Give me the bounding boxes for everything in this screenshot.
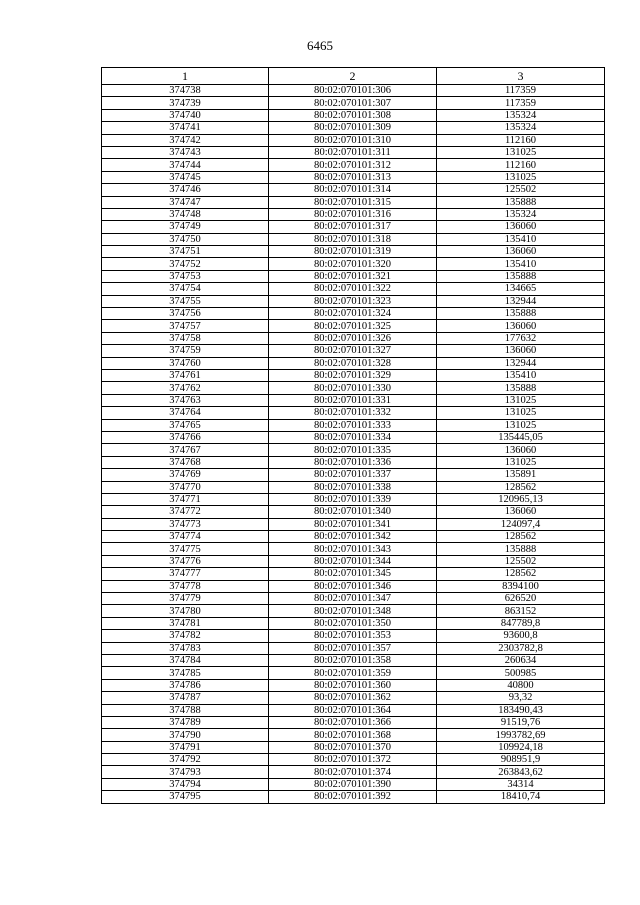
- cell-value: 132944: [437, 295, 605, 307]
- table-row: [102, 369, 605, 381]
- cell-value: 112160: [437, 134, 605, 146]
- cell-number: 374754: [102, 283, 269, 295]
- cell-number: 374750: [102, 233, 269, 245]
- cell-value: 135888: [437, 382, 605, 394]
- cell-number: 374781: [102, 617, 269, 629]
- cell-number: 374738: [102, 85, 269, 97]
- cell-cadastral-number: 80:02:070101:346: [269, 580, 437, 592]
- cell-number: 374789: [102, 716, 269, 728]
- cell-cadastral-number: 80:02:070101:360: [269, 679, 437, 691]
- table-row: [102, 208, 605, 220]
- table-row: [102, 295, 605, 307]
- cell-number: 374741: [102, 122, 269, 134]
- cell-number: 374766: [102, 431, 269, 443]
- cell-cadastral-number: 80:02:070101:317: [269, 221, 437, 233]
- cell-number: 374757: [102, 320, 269, 332]
- cell-value: 131025: [437, 419, 605, 431]
- cell-value: 136060: [437, 444, 605, 456]
- table-row: [102, 531, 605, 543]
- cell-number: 374777: [102, 568, 269, 580]
- table-row: [102, 122, 605, 134]
- cell-value: 131025: [437, 146, 605, 158]
- cell-value: 128562: [437, 531, 605, 543]
- cell-number: 374775: [102, 543, 269, 555]
- table-row: [102, 357, 605, 369]
- cell-number: 374793: [102, 766, 269, 778]
- table-row: [102, 580, 605, 592]
- cell-value: 135410: [437, 369, 605, 381]
- cell-value: 135410: [437, 258, 605, 270]
- cell-cadastral-number: 80:02:070101:307: [269, 97, 437, 109]
- table-row: [102, 667, 605, 679]
- cell-value: 18410,74: [437, 791, 605, 803]
- cell-number: 374762: [102, 382, 269, 394]
- cell-value: 135410: [437, 233, 605, 245]
- table-row: [102, 766, 605, 778]
- cell-number: 374744: [102, 159, 269, 171]
- cell-cadastral-number: 80:02:070101:347: [269, 593, 437, 605]
- table-row: [102, 444, 605, 456]
- cell-cadastral-number: 80:02:070101:328: [269, 357, 437, 369]
- table-row: [102, 654, 605, 666]
- cell-cadastral-number: 80:02:070101:350: [269, 617, 437, 629]
- table-row: [102, 593, 605, 605]
- cell-value: 136060: [437, 345, 605, 357]
- cell-cadastral-number: 80:02:070101:368: [269, 729, 437, 741]
- cell-value: 135888: [437, 308, 605, 320]
- cell-cadastral-number: 80:02:070101:325: [269, 320, 437, 332]
- cell-value: 183490,43: [437, 704, 605, 716]
- cell-value: 125502: [437, 184, 605, 196]
- table-row: [102, 704, 605, 716]
- table-row: [102, 85, 605, 97]
- cell-value: 135324: [437, 109, 605, 121]
- cell-number: 374765: [102, 419, 269, 431]
- cell-number: 374774: [102, 531, 269, 543]
- cell-cadastral-number: 80:02:070101:370: [269, 741, 437, 753]
- table-row: [102, 233, 605, 245]
- cell-number: 374780: [102, 605, 269, 617]
- table-row: [102, 506, 605, 518]
- cell-cadastral-number: 80:02:070101:312: [269, 159, 437, 171]
- cell-number: 374742: [102, 134, 269, 146]
- cell-number: 374760: [102, 357, 269, 369]
- cell-value: 117359: [437, 97, 605, 109]
- cell-cadastral-number: 80:02:070101:315: [269, 196, 437, 208]
- cell-value: 134665: [437, 283, 605, 295]
- cell-cadastral-number: 80:02:070101:392: [269, 791, 437, 803]
- cell-number: 374787: [102, 692, 269, 704]
- table-row: [102, 394, 605, 406]
- cell-value: 93,32: [437, 692, 605, 704]
- cell-value: 847789,8: [437, 617, 605, 629]
- cell-cadastral-number: 80:02:070101:324: [269, 308, 437, 320]
- cell-cadastral-number: 80:02:070101:309: [269, 122, 437, 134]
- table-row: [102, 605, 605, 617]
- column-header-2: 2: [269, 68, 437, 85]
- cell-cadastral-number: 80:02:070101:336: [269, 456, 437, 468]
- cell-cadastral-number: 80:02:070101:326: [269, 332, 437, 344]
- cell-value: 8394100: [437, 580, 605, 592]
- table-row: [102, 481, 605, 493]
- cell-number: 374772: [102, 506, 269, 518]
- cell-value: 109924,18: [437, 741, 605, 753]
- cell-cadastral-number: 80:02:070101:321: [269, 270, 437, 282]
- cell-value: 135324: [437, 208, 605, 220]
- cell-number: 374758: [102, 332, 269, 344]
- table-row: [102, 171, 605, 183]
- cell-number: 374746: [102, 184, 269, 196]
- cell-number: 374795: [102, 791, 269, 803]
- cell-number: 374761: [102, 369, 269, 381]
- cell-number: 374786: [102, 679, 269, 691]
- table-row: [102, 493, 605, 505]
- cell-value: 120965,13: [437, 493, 605, 505]
- cell-value: 2303782,8: [437, 642, 605, 654]
- cell-number: 374743: [102, 146, 269, 158]
- cell-value: 93600,8: [437, 630, 605, 642]
- cell-number: 374778: [102, 580, 269, 592]
- cell-value: 112160: [437, 159, 605, 171]
- cell-value: 908951,9: [437, 754, 605, 766]
- table-row: [102, 332, 605, 344]
- cell-number: 374794: [102, 778, 269, 790]
- cell-cadastral-number: 80:02:070101:319: [269, 246, 437, 258]
- cell-cadastral-number: 80:02:070101:331: [269, 394, 437, 406]
- cell-number: 374792: [102, 754, 269, 766]
- cell-number: 374790: [102, 729, 269, 741]
- data-table: [101, 67, 605, 804]
- cell-number: 374753: [102, 270, 269, 282]
- table-row: [102, 419, 605, 431]
- cell-value: 135445,05: [437, 431, 605, 443]
- cell-cadastral-number: 80:02:070101:318: [269, 233, 437, 245]
- cell-value: 135888: [437, 270, 605, 282]
- cell-cadastral-number: 80:02:070101:320: [269, 258, 437, 270]
- table-row: [102, 184, 605, 196]
- table-row: [102, 308, 605, 320]
- cell-value: 263843,62: [437, 766, 605, 778]
- table-row: [102, 382, 605, 394]
- table-row: [102, 196, 605, 208]
- cell-cadastral-number: 80:02:070101:335: [269, 444, 437, 456]
- table-row: [102, 555, 605, 567]
- cell-cadastral-number: 80:02:070101:390: [269, 778, 437, 790]
- table-row: [102, 159, 605, 171]
- cell-cadastral-number: 80:02:070101:333: [269, 419, 437, 431]
- cell-value: 136060: [437, 320, 605, 332]
- cell-number: 374768: [102, 456, 269, 468]
- cell-value: 124097,4: [437, 518, 605, 530]
- cell-cadastral-number: 80:02:070101:342: [269, 531, 437, 543]
- table-row: [102, 679, 605, 691]
- table-row: [102, 630, 605, 642]
- cell-cadastral-number: 80:02:070101:322: [269, 283, 437, 295]
- cell-value: 136060: [437, 221, 605, 233]
- table-row: [102, 543, 605, 555]
- table-row: [102, 778, 605, 790]
- table-row: [102, 518, 605, 530]
- cell-value: 135888: [437, 196, 605, 208]
- cell-value: 128562: [437, 481, 605, 493]
- cell-cadastral-number: 80:02:070101:372: [269, 754, 437, 766]
- cell-cadastral-number: 80:02:070101:340: [269, 506, 437, 518]
- cell-number: 374763: [102, 394, 269, 406]
- cell-value: 128562: [437, 568, 605, 580]
- table-row: [102, 716, 605, 728]
- cell-cadastral-number: 80:02:070101:313: [269, 171, 437, 183]
- table-row: [102, 692, 605, 704]
- cell-number: 374782: [102, 630, 269, 642]
- cell-cadastral-number: 80:02:070101:329: [269, 369, 437, 381]
- cell-number: 374755: [102, 295, 269, 307]
- cell-number: 374791: [102, 741, 269, 753]
- cell-value: 40800: [437, 679, 605, 691]
- cell-cadastral-number: 80:02:070101:348: [269, 605, 437, 617]
- cell-value: 117359: [437, 85, 605, 97]
- table-header-row: [102, 68, 605, 85]
- cell-number: 374779: [102, 593, 269, 605]
- table-row: [102, 97, 605, 109]
- table-row: [102, 617, 605, 629]
- cell-cadastral-number: 80:02:070101:362: [269, 692, 437, 704]
- cell-value: 1993782,69: [437, 729, 605, 741]
- cell-value: 260634: [437, 654, 605, 666]
- cell-value: 135324: [437, 122, 605, 134]
- cell-cadastral-number: 80:02:070101:353: [269, 630, 437, 642]
- cell-number: 374783: [102, 642, 269, 654]
- cell-cadastral-number: 80:02:070101:364: [269, 704, 437, 716]
- cell-number: 374747: [102, 196, 269, 208]
- cell-number: 374759: [102, 345, 269, 357]
- cell-value: 135891: [437, 469, 605, 481]
- cell-value: 135888: [437, 543, 605, 555]
- cell-cadastral-number: 80:02:070101:337: [269, 469, 437, 481]
- table-row: [102, 754, 605, 766]
- table-row: [102, 469, 605, 481]
- cell-value: 131025: [437, 456, 605, 468]
- cell-cadastral-number: 80:02:070101:334: [269, 431, 437, 443]
- table-row: [102, 741, 605, 753]
- cell-cadastral-number: 80:02:070101:306: [269, 85, 437, 97]
- cell-value: 132944: [437, 357, 605, 369]
- cell-value: 136060: [437, 246, 605, 258]
- table-row: [102, 320, 605, 332]
- cell-number: 374749: [102, 221, 269, 233]
- cell-cadastral-number: 80:02:070101:308: [269, 109, 437, 121]
- cell-number: 374773: [102, 518, 269, 530]
- cell-cadastral-number: 80:02:070101:338: [269, 481, 437, 493]
- cell-number: 374771: [102, 493, 269, 505]
- table-row: [102, 221, 605, 233]
- page-number: 6465: [307, 38, 333, 53]
- table-row: [102, 729, 605, 741]
- table-row: [102, 568, 605, 580]
- table-body: [102, 85, 605, 804]
- cell-number: 374770: [102, 481, 269, 493]
- cell-cadastral-number: 80:02:070101:358: [269, 654, 437, 666]
- cell-cadastral-number: 80:02:070101:332: [269, 407, 437, 419]
- table-row: [102, 246, 605, 258]
- cell-cadastral-number: 80:02:070101:341: [269, 518, 437, 530]
- cell-number: 374776: [102, 555, 269, 567]
- cell-cadastral-number: 80:02:070101:366: [269, 716, 437, 728]
- table-row: [102, 109, 605, 121]
- cell-cadastral-number: 80:02:070101:345: [269, 568, 437, 580]
- column-header-1: 1: [102, 68, 269, 85]
- table-row: [102, 431, 605, 443]
- cell-number: 374756: [102, 308, 269, 320]
- table-row: [102, 283, 605, 295]
- cell-number: 374785: [102, 667, 269, 679]
- table-row: [102, 146, 605, 158]
- cell-cadastral-number: 80:02:070101:344: [269, 555, 437, 567]
- cell-number: 374751: [102, 246, 269, 258]
- cell-value: 863152: [437, 605, 605, 617]
- cell-value: 125502: [437, 555, 605, 567]
- column-header-3: 3: [437, 68, 605, 85]
- cell-cadastral-number: 80:02:070101:357: [269, 642, 437, 654]
- cell-value: 131025: [437, 407, 605, 419]
- cell-cadastral-number: 80:02:070101:339: [269, 493, 437, 505]
- table-row: [102, 270, 605, 282]
- cell-value: 91519,76: [437, 716, 605, 728]
- cell-number: 374740: [102, 109, 269, 121]
- cell-cadastral-number: 80:02:070101:316: [269, 208, 437, 220]
- cell-number: 374784: [102, 654, 269, 666]
- cell-value: 131025: [437, 171, 605, 183]
- table-row: [102, 345, 605, 357]
- cell-cadastral-number: 80:02:070101:330: [269, 382, 437, 394]
- table-row: [102, 791, 605, 803]
- table-row: [102, 456, 605, 468]
- cell-number: 374769: [102, 469, 269, 481]
- cell-number: 374739: [102, 97, 269, 109]
- cell-cadastral-number: 80:02:070101:359: [269, 667, 437, 679]
- cell-cadastral-number: 80:02:070101:311: [269, 146, 437, 158]
- cell-number: 374748: [102, 208, 269, 220]
- cell-cadastral-number: 80:02:070101:374: [269, 766, 437, 778]
- table-row: [102, 407, 605, 419]
- cell-cadastral-number: 80:02:070101:343: [269, 543, 437, 555]
- cell-value: 177632: [437, 332, 605, 344]
- cell-number: 374788: [102, 704, 269, 716]
- cell-value: 34314: [437, 778, 605, 790]
- cell-number: 374745: [102, 171, 269, 183]
- cell-value: 131025: [437, 394, 605, 406]
- table-row: [102, 642, 605, 654]
- table-row: [102, 258, 605, 270]
- cell-number: 374764: [102, 407, 269, 419]
- cell-cadastral-number: 80:02:070101:314: [269, 184, 437, 196]
- cell-cadastral-number: 80:02:070101:323: [269, 295, 437, 307]
- cell-value: 136060: [437, 506, 605, 518]
- cell-cadastral-number: 80:02:070101:310: [269, 134, 437, 146]
- cell-number: 374752: [102, 258, 269, 270]
- cell-number: 374767: [102, 444, 269, 456]
- cell-value: 500985: [437, 667, 605, 679]
- cell-value: 626520: [437, 593, 605, 605]
- table-row: [102, 134, 605, 146]
- cell-cadastral-number: 80:02:070101:327: [269, 345, 437, 357]
